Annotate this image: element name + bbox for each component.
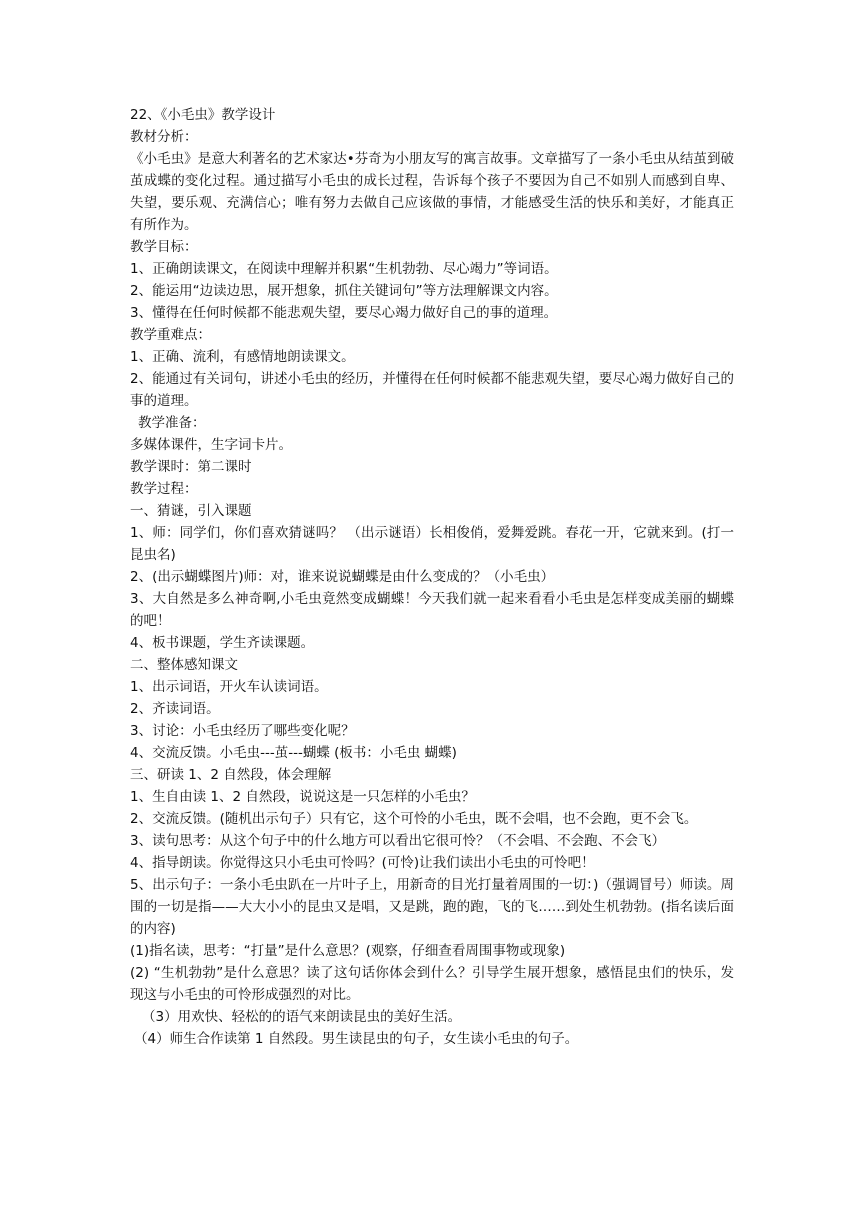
process-item: 1、生自由读 1、2 自然段，说说这是一只怎样的小毛虫？ bbox=[130, 789, 475, 805]
process-item: 2、交流反馈。(随机出示句子）只有它，这个可怜的小毛虫，既不会唱，也不会跑，更不会飞。 bbox=[130, 811, 698, 827]
analysis-heading: 教材分析： bbox=[130, 129, 198, 145]
process-item: 3、读句思考：从这个句子中的什么地方可以看出它很可怜？（不会唱、不会跑、不会飞） bbox=[130, 833, 666, 849]
key-point-item: 2、能通过有关词句，讲述小毛虫的经历，并懂得在任何时候都不能悲观失望，要尽心竭力做好自己的事的道理。 bbox=[130, 371, 734, 409]
analysis-paragraph: 《小毛虫》是意大利著名的艺术家达•芬奇为小朋友写的寓言故事。文章描写了一条小毛虫从结茧到破茧成蝶的变化过程。通过描写小毛虫的成长过程，告诉每个孩子不要因为自己不如别人而感到自卑、失望，要乐观、充满信心；唯有努力去做自己应该做的事情，才能感受生活的快乐和美好，才能真正有所作为。 bbox=[130, 151, 734, 233]
process-item: 3、讨论：小毛虫经历了哪些变化呢？ bbox=[130, 723, 355, 739]
goal-item: 3、懂得在任何时候都不能悲观失望，要尽心竭力做好自己的事的道理。 bbox=[130, 305, 558, 321]
key-point-item: 1、正确、流利，有感情地朗读课文。 bbox=[130, 349, 355, 365]
sub-item: （3）用欢快、轻松的的语气来朗读昆虫的美好生活。 bbox=[142, 1009, 462, 1025]
process-item: 4、板书课题，学生齐读课题。 bbox=[130, 635, 315, 651]
goal-item: 1、正确朗读课文，在阅读中理解并积累“生机勃勃、尽心竭力”等词语。 bbox=[130, 261, 558, 277]
process-item: 3、大自然是多么神奇啊,小毛虫竟然变成蝴蝶！今天我们就一起来看看小毛虫是怎样变成美丽的蝴蝶的吧！ bbox=[130, 591, 734, 629]
process-item: 5、出示句子：一条小毛虫趴在一片叶子上，用新奇的目光打量着周围的一切：)（强调冒号）师读。周围的一切是指——大大小小的昆虫又是唱，又是跳，跑的跑，飞的飞……到处生机勃勃。(指名读后面的内容) bbox=[130, 877, 734, 937]
section-heading: 三、研读 1、2 自然段，体会理解 bbox=[130, 767, 332, 783]
sub-item: (2) “生机勃勃”是什么意思？读了这句话你体会到什么？引导学生展开想象，感悟昆虫们的快乐，发现这与小毛虫的可怜形成强烈的对比。 bbox=[130, 965, 734, 1003]
sub-item: （4）师生合作读第 1 自然段。男生读昆虫的句子，女生读小毛虫的句子。 bbox=[134, 1031, 579, 1047]
period-text: 教学课时：第二课时 bbox=[130, 459, 252, 475]
process-item: 2、(出示蝴蝶图片)师：对，谁来说说蝴蝶是由什么变成的？（小毛虫） bbox=[130, 569, 555, 585]
section-heading: 一、猜谜，引入课题 bbox=[130, 503, 252, 519]
goal-item: 2、能运用“边读边思，展开想象，抓住关键词句”等方法理解课文内容。 bbox=[130, 283, 558, 299]
sub-item: (1)指名读，思考：“打量”是什么意思？(观察，仔细查看周围事物或现象) bbox=[130, 943, 566, 959]
goals-heading: 教学目标： bbox=[130, 239, 198, 255]
process-item: 2、齐读词语。 bbox=[130, 701, 220, 717]
process-item: 1、师：同学们，你们喜欢猜谜吗？ （出示谜语）长相俊俏，爱舞爱跳。春花一开，它就来到。(打一昆虫名) bbox=[130, 525, 734, 563]
prep-text: 多媒体课件，生字词卡片。 bbox=[130, 437, 292, 453]
section-heading: 二、整体感知课文 bbox=[130, 657, 238, 673]
process-item: 1、出示词语，开火车认读词语。 bbox=[130, 679, 328, 695]
prep-heading: 教学准备： bbox=[138, 415, 206, 431]
process-item: 4、指导朗读。你觉得这只小毛虫可怜吗？(可怜)让我们读出小毛虫的可怜吧！ bbox=[130, 855, 595, 871]
document-title: 22、《小毛虫》教学设计 bbox=[130, 107, 276, 123]
key-points-heading: 教学重难点： bbox=[130, 327, 211, 343]
process-item: 4、交流反馈。小毛虫---茧---蝴蝶 (板书：小毛虫 蝴蝶) bbox=[130, 745, 457, 761]
document-body bbox=[130, 104, 734, 1050]
process-heading: 教学过程： bbox=[130, 481, 198, 497]
